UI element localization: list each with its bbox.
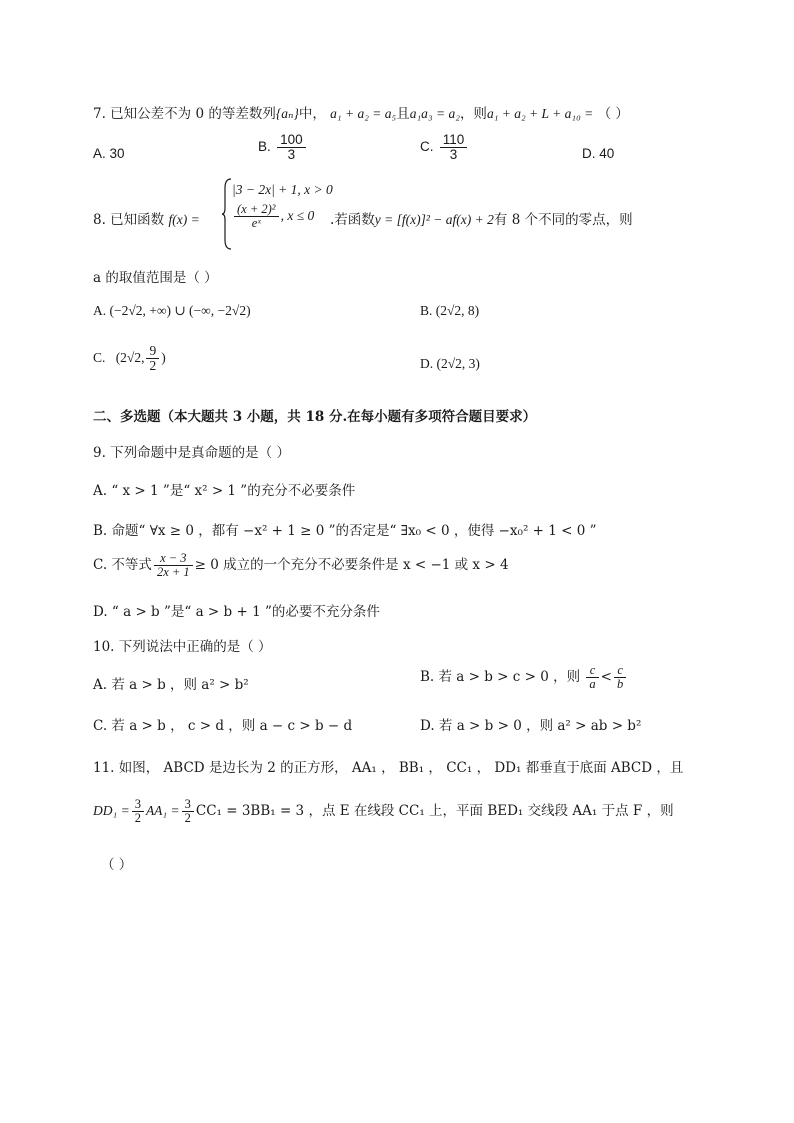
q10-option-d[interactable]: D. 若 a > b > 0 ，则 a² > ab > b² bbox=[420, 718, 642, 734]
piecewise-brace bbox=[222, 178, 232, 250]
q9-option-b[interactable]: B. 命题“ ∀x ≥ 0 ，都有 −x² + 1 ≥ 0 ”的否定是“ ∃x₀ < 0 ，使得 −x₀² + 1 < 0 ” bbox=[93, 523, 597, 539]
q8-option-c[interactable]: C. (2√2, $\frac{9}{2}$ ) bbox=[93, 343, 166, 374]
q8-option-a[interactable]: A. (−2√2, +∞) ∪ (−∞, −2√2) bbox=[93, 303, 251, 318]
q9-option-a[interactable]: A. “ x > 1 ”是“ x² > 1 ”的充分不必要条件 bbox=[93, 483, 356, 499]
q7-option-b-fraction: $\frac{100}{3}$ bbox=[277, 133, 306, 162]
q10-option-b[interactable]: B. 若 a > b > c > 0 ，则 $\frac{c}{a}$ < $\frac{c}{b}$ bbox=[420, 664, 628, 691]
q8-stem-line2: a 的取值范围是（ ） bbox=[93, 270, 218, 286]
q11-stem-line2: DD₁ = $\frac{3}{2}$ AA₁ = $\frac{3}{2}$ CC₁ = 3BB₁ = 3 ，点 E 在线段 CC₁ 上，平面 BED₁ 交线段 AA₁ 于点 F ，则 bbox=[93, 797, 674, 826]
q11-stem-line3: （ ） bbox=[101, 857, 133, 873]
q7-stem: 7. 已知公差不为 0 的等差数列{aₙ}中， a₁ + a₂ = a₅且a₁a₃ = a₂，则a₁ + a₂ + L + a₁₀ = （ ） bbox=[93, 106, 629, 122]
q10-stem: 10. 下列说法中正确的是（ ） bbox=[93, 639, 272, 655]
q8-case-2: $\frac{\text{(x + 2)²}}{\text{eˣ}}$ , x ≤ 0 bbox=[232, 203, 314, 230]
q10-option-c[interactable]: C. 若 a > b ， c > d ，则 a − c > b − d bbox=[93, 718, 353, 734]
q8-prefix: 8. 已知函数 f(x) = bbox=[93, 212, 200, 228]
q9-option-c[interactable]: C. 不等式 $\frac{x - 3}{2x + 1}$ ≥ 0 成立的一个充分不必要条件是 x < −1 或 x > 4 bbox=[93, 551, 509, 580]
q7-option-c[interactable]: C. $\frac{110}{3}$ bbox=[420, 133, 469, 162]
q9-stem: 9. 下列命题中是真命题的是（ ） bbox=[93, 445, 290, 461]
q7-option-b[interactable]: B. $\frac{100}{3}$ bbox=[258, 133, 308, 162]
section-2-title: 二、多选题（本大题共 3 小题，共 18 分.在每小题有多项符合题目要求） bbox=[93, 409, 537, 425]
q9-option-d[interactable]: D. “ a > b ”是“ a > b + 1 ”的必要不充分条件 bbox=[93, 604, 380, 620]
q8-condition: .若函数y = [f(x)]² − af(x) + 2有 8 个不同的零点，则 bbox=[330, 212, 633, 228]
q10-option-a[interactable]: A. 若 a > b ，则 a² > b² bbox=[93, 677, 249, 693]
q7-option-c-fraction: $\frac{110}{3}$ bbox=[440, 133, 468, 162]
q7-option-d[interactable]: D. 40 bbox=[582, 146, 615, 161]
q7-option-a[interactable]: A. 30 bbox=[93, 146, 125, 161]
q8-option-d[interactable]: D. (2√2, 3) bbox=[420, 356, 480, 371]
q8-case-1: |3 − 2x| + 1, x > 0 bbox=[232, 182, 333, 197]
q11-stem-line1: 11. 如图， ABCD 是边长为 2 的正方形， AA₁ ， BB₁ ， CC₁ ， DD₁ 都垂直于底面 ABCD ，且 bbox=[93, 760, 684, 776]
q8-option-b[interactable]: B. (2√2, 8) bbox=[420, 303, 480, 318]
